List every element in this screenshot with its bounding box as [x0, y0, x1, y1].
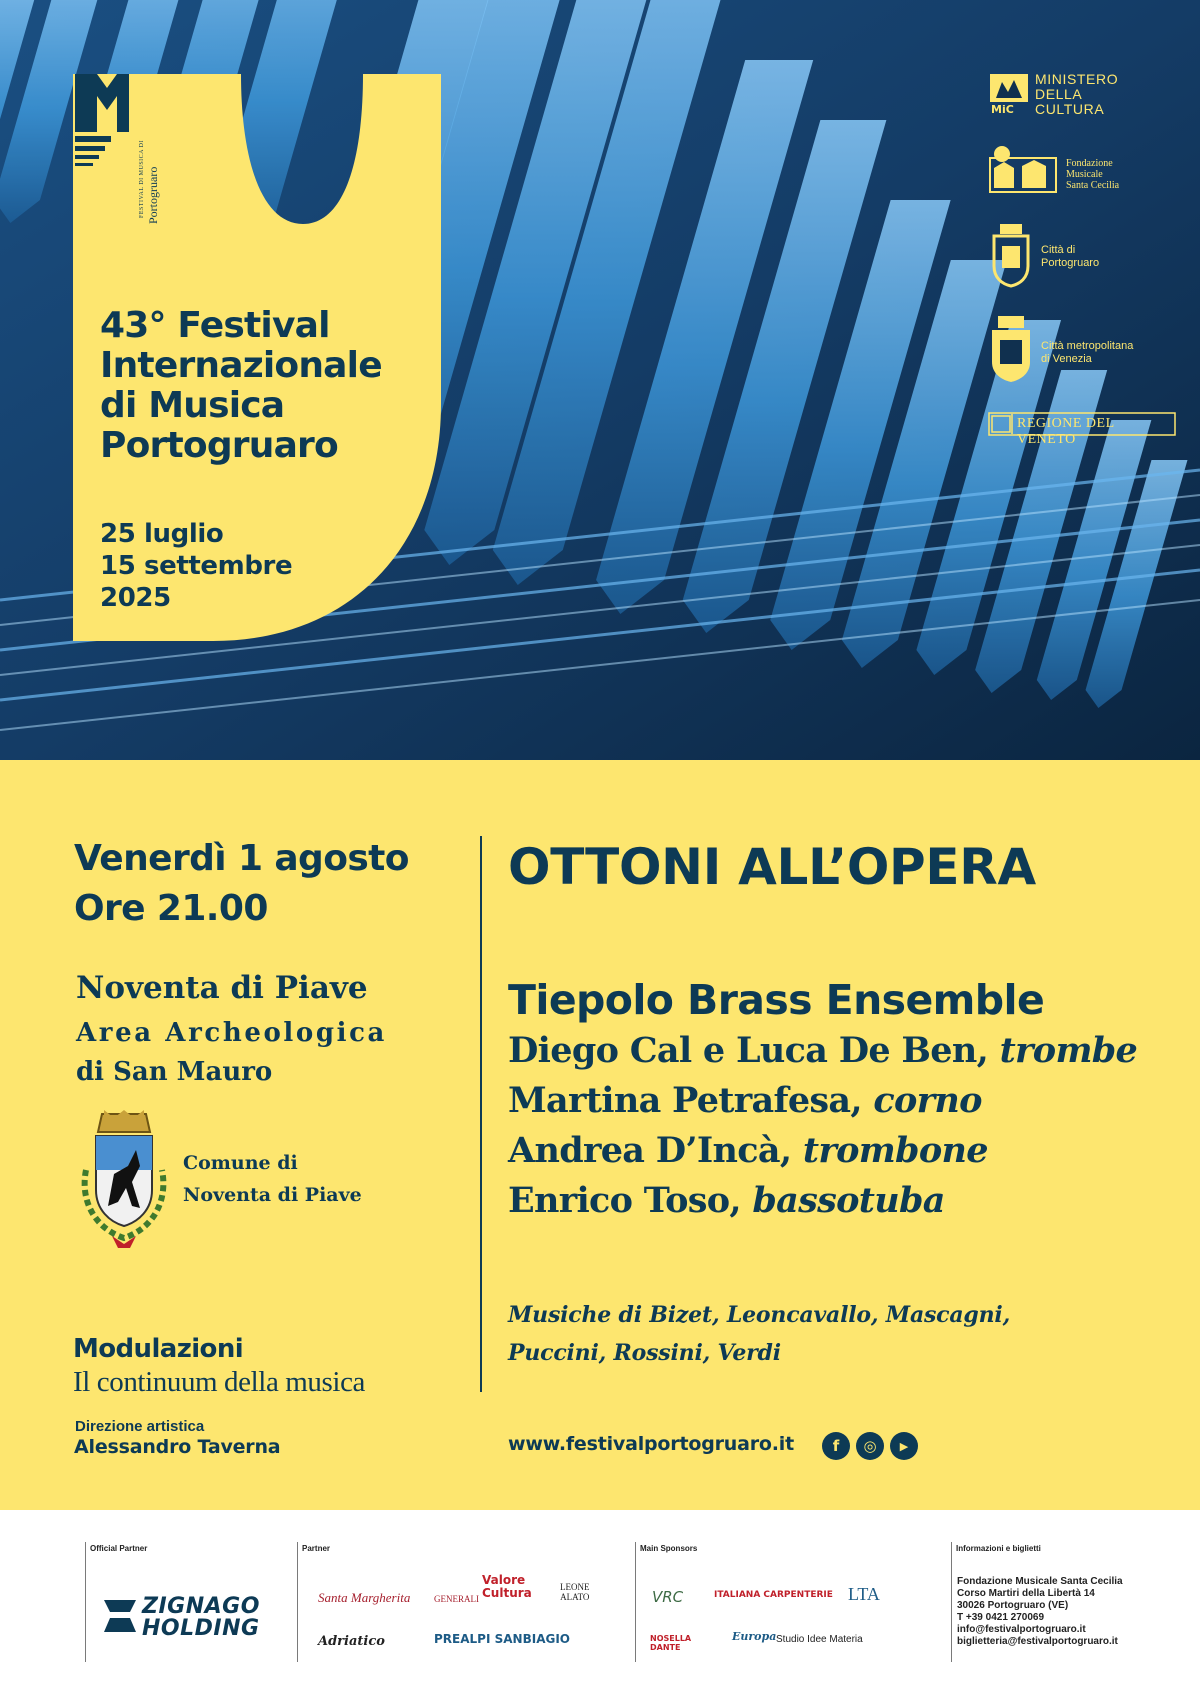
venue-town: Noventa di Piave — [76, 970, 368, 1006]
santa-margherita-logo: Santa Margherita — [318, 1590, 411, 1605]
italiana-carpenterie-logo: ITALIANA CARPENTERIE — [714, 1590, 833, 1600]
main-sponsors-column — [635, 1542, 945, 1662]
fondazione-text: Fondazione Musicale Santa Cecilia — [1066, 158, 1120, 191]
portogruaro-crest-icon — [988, 222, 1034, 288]
composers-line: Musiche di Bizet, Leoncavallo, Mascagni, — [508, 1302, 1011, 1328]
director-label: Direzione artistica — [75, 1418, 205, 1435]
citta-portogruaro-logo — [988, 222, 1168, 288]
info-column — [951, 1542, 1191, 1662]
director-name: Alessandro Taverna — [74, 1436, 281, 1458]
valore-cultura-logo: Valore Cultura — [482, 1573, 532, 1600]
info-line: T +39 0421 270069 — [957, 1612, 1045, 1623]
brand-city-text: Portogruaro — [146, 166, 160, 224]
performer-line — [508, 1080, 982, 1121]
fondazione-emblem-icon — [988, 144, 1060, 196]
ticket-email-link[interactable]: biglietteria@festivalportogruaro.it — [957, 1636, 1118, 1647]
facebook-icon[interactable]: f — [822, 1432, 850, 1460]
ministero-cultura-logo — [988, 70, 1168, 120]
fondazione-santa-cecilia-logo — [988, 144, 1168, 196]
zignago-logo-icon — [100, 1596, 140, 1636]
info-label: Informazioni e biglietti — [956, 1544, 1041, 1553]
info-line: Fondazione Musicale Santa Cecilia — [957, 1576, 1123, 1587]
performer-line — [508, 1030, 1137, 1071]
ensemble-name: Tiepolo Brass Ensemble — [508, 976, 1045, 1024]
leone-alato-logo: LEONE ALATO — [560, 1582, 590, 1602]
festival-title: 43° Festival Internazionale di Musica Portogruaro — [100, 305, 382, 466]
comune-line1: Comune di — [183, 1152, 298, 1174]
vrc-logo: VRC — [652, 1588, 684, 1606]
noventa-crest-icon — [74, 1110, 174, 1250]
event-date: Venerdì 1 agosto — [74, 838, 409, 879]
venue-area: Area Archeologica — [76, 1018, 387, 1048]
partner-column — [297, 1542, 627, 1662]
composers-line: Puccini, Rossini, Verdi — [508, 1340, 781, 1366]
studio-idee-materia-logo: Studio Idee Materia — [776, 1634, 863, 1645]
program-subtitle: Il continuum della musica — [73, 1366, 366, 1398]
europa-logo: Europa — [732, 1630, 777, 1643]
prealpi-sanbiagio-logo: PREALPI SANBIAGIO — [434, 1632, 570, 1646]
performer-role: bassotuba — [752, 1180, 945, 1221]
festival-logo-card — [73, 74, 441, 641]
lta-logo: LTA — [848, 1584, 880, 1604]
performer-role: trombone — [802, 1130, 988, 1171]
regione-text: REGIONE DEL VENETO — [1017, 416, 1115, 447]
venezia-text: Città metropolitana di Venezia — [1041, 340, 1134, 365]
comune-line2: Noventa di Piave — [183, 1184, 362, 1206]
partner-label: Partner — [302, 1544, 331, 1553]
zignago-holding-logo: ZIGNAGO HOLDING — [142, 1594, 260, 1641]
info-email-link[interactable]: info@festivalportogruaro.it — [957, 1624, 1086, 1635]
citta-metropolitana-venezia-logo — [988, 316, 1178, 382]
performer-name: Andrea D’Incà, — [508, 1130, 803, 1171]
ministero-badge: MiC — [991, 103, 1014, 114]
festival-dates: 25 luglio 15 settembre 2025 — [100, 519, 293, 613]
event-info-section — [0, 760, 1200, 1510]
festival-emblem-icon — [73, 74, 133, 184]
sponsors-footer — [0, 1510, 1200, 1688]
website-link[interactable]: www.festivalportogruaro.it — [508, 1433, 794, 1455]
venezia-crest-icon — [988, 316, 1034, 382]
official-partner-label: Official Partner — [90, 1544, 148, 1553]
ministero-emblem-icon — [988, 70, 1030, 114]
portogruaro-text: Città di Portogruaro — [1041, 244, 1100, 269]
nosella-dante-logo: NOSELLA DANTE — [650, 1634, 692, 1652]
regione-veneto-logo — [988, 412, 1176, 447]
adriatico-logo: Adriatico — [318, 1634, 385, 1649]
event-time: Ore 21.00 — [74, 888, 268, 929]
column-divider — [480, 836, 482, 1392]
generali-logo: GENERALI — [434, 1594, 479, 1604]
venue-site: di San Mauro — [76, 1057, 273, 1087]
performer-role: trombe — [999, 1030, 1138, 1071]
instagram-icon[interactable]: ◎ — [856, 1432, 884, 1460]
program-name: Modulazioni — [73, 1334, 244, 1364]
brand-small-text: FESTIVAL DI MUSICA DI — [139, 139, 145, 218]
official-partner-column — [85, 1542, 285, 1662]
info-line: 30026 Portogruaro (VE) — [957, 1600, 1069, 1611]
ministero-text: MINISTERO DELLA CULTURA — [1035, 71, 1119, 117]
hero-image — [0, 0, 1200, 760]
concert-title: OTTONI ALL’OPERA — [508, 838, 1036, 896]
performer-name: Enrico Toso, — [508, 1180, 753, 1221]
performer-role: corno — [873, 1080, 982, 1121]
performer-line — [508, 1180, 945, 1221]
info-line: Corso Martiri della Libertà 14 — [957, 1588, 1095, 1599]
performer-name: Diego Cal e Luca De Ben, — [508, 1030, 1000, 1071]
performer-name: Martina Petrafesa, — [508, 1080, 874, 1121]
youtube-icon[interactable]: ▶ — [890, 1432, 918, 1460]
performer-line — [508, 1130, 988, 1171]
main-sponsors-label: Main Sponsors — [640, 1544, 698, 1553]
